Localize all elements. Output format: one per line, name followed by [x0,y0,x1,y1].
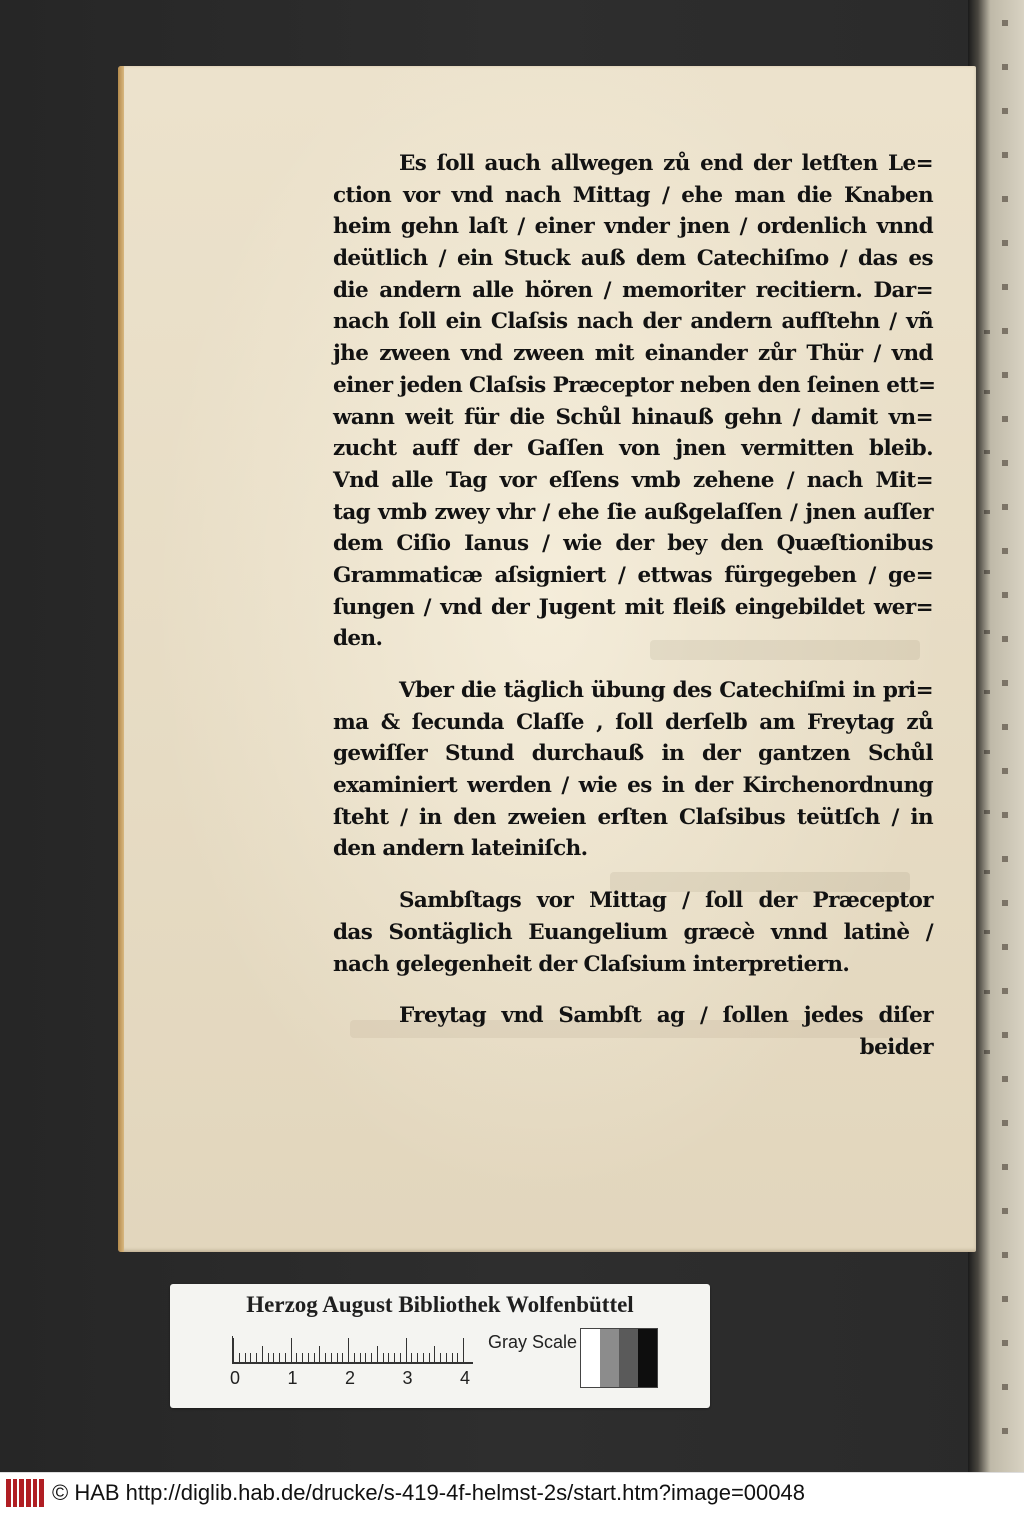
ruler-tick [314,1353,315,1364]
ruler-tick [239,1353,240,1364]
catchword: beider [859,1034,933,1060]
ruler-tick [245,1353,246,1364]
text-line: das Sontäglich Euangelium græcè vnnd latinè / [333,919,933,945]
ruler-tick [348,1338,349,1364]
ruler-tick [319,1346,320,1364]
ruler-tick [291,1338,292,1364]
ruler-tick [354,1353,355,1364]
gray-scale-label: Gray Scale [488,1332,578,1352]
ruler-tick [285,1353,286,1364]
ruler-tick [446,1353,447,1364]
gray-scale-swatch [619,1329,638,1387]
text-line: Grammaticæ aſsigniert / ettwas fürgegeben / ge= [333,562,933,588]
ruler-tick [463,1338,464,1364]
ruler-tick [296,1353,297,1364]
ruler-tick [394,1353,395,1364]
ruler-tick [400,1353,401,1364]
ruler-tick [417,1353,418,1364]
centimeter-ruler [232,1336,473,1364]
ruler-tick [302,1353,303,1364]
ruler-tick [256,1353,257,1364]
text-line: die andern alle hören / memoriter recitiern. Dar= [333,277,933,303]
ruler-tick [342,1353,343,1364]
footer-copyright-url[interactable]: © HAB http://diglib.hab.de/drucke/s-419-4f-helmst-2s/start.htm?image=00048 [52,1480,805,1505]
gray-scale-swatch [581,1329,600,1387]
ruler-tick [423,1353,424,1364]
text-line: Vnd alle Tag vor eſſens vmb zehene / nach Mit= [333,467,933,493]
text-line: wann weit für die Schůl hinauß gehn / damit vn= [333,404,933,430]
ruler-tick [411,1353,412,1364]
ruler-tick [250,1353,251,1364]
text-line: ction vor vnd nach Mittag / ehe man die Knaben [333,182,933,208]
ruler-tick [434,1346,435,1364]
text-line: nach ſoll ein Claſsis nach der andern aufſtehn / vñ [333,309,933,335]
ruler-tick [325,1353,326,1364]
library-name: Herzog August Bibliothek Wolfenbüttel [246,1292,634,1317]
ruler-number: 0 [230,1368,241,1388]
text-line: den andern lateiniſch. [333,836,588,862]
ruler-tick [262,1346,263,1364]
text-line: Es ſoll auch allwegen zů end der letſten Le= [399,151,933,176]
ruler-tick [371,1353,372,1364]
ruler-tick [452,1353,453,1364]
text-line: zucht auff der Gaſſen von jnen vermitten bleib. [333,436,933,462]
text-line: jhe zween vnd zween mit einander zůr Thür / vnd [333,341,933,367]
text-line: examiniert werden / wie es in der Kirchenordnung [333,773,933,799]
adjacent-page-edge [968,0,1024,1472]
ruler-tick [233,1338,234,1364]
text-line: gewiſſer Stund durchauß in der gantzen Schůl [333,741,933,767]
text-line: ſteht / in den zweien erſten Claſsibus teütſch / in [333,804,933,830]
ruler-tick [429,1353,430,1364]
text-line: Freytag vnd Sambſt ag / ſollen jedes diſer [399,1003,933,1029]
ruler-tick [365,1353,366,1364]
ruler-number: 3 [402,1368,413,1388]
page-text [333,148,936,1064]
ruler-tick [273,1353,274,1364]
ruler-tick [383,1353,384,1364]
paragraph-gap [333,865,933,885]
ruler-tick [360,1353,361,1364]
ruler-number: 1 [287,1368,298,1388]
paragraph-gap [333,655,933,675]
ruler-tick [388,1353,389,1364]
text-line: dem Ciſio Ianus / wie der bey den Quæſtionibus [333,531,933,557]
text-line: den. [333,626,383,652]
gray-scale-chart [580,1328,658,1388]
ruler-tick [457,1353,458,1364]
text-line: Sambſtags vor Mittag / ſoll der Præceptor [399,888,933,914]
ruler-tick [337,1353,338,1364]
gray-scale-swatch [600,1329,619,1387]
page-gutter-edge [118,66,124,1252]
adjacent-page-text-bleed [1002,0,1008,1472]
gray-scale-swatch [638,1329,657,1387]
ruler-number: 4 [460,1368,471,1388]
ruler-tick [279,1353,280,1364]
ruler-tick [308,1353,309,1364]
ruler-tick [406,1338,407,1364]
text-line: Vber die täglich übung des Catechiſmi in pri= [399,678,933,703]
text-line: tag vmb zwey vhr / ehe ſie außgelaſſen / jnen auſſer [333,499,933,525]
reference-card [170,1284,710,1408]
ruler-tick [331,1353,332,1364]
ruler-tick [377,1346,378,1364]
adjacent-page-text-bleed [984,300,990,1100]
ruler-number: 2 [345,1368,356,1388]
text-line: heim gehn laſt / einer vnder jnen / ordenlich vnnd [333,214,933,240]
paragraph-gap [333,980,933,1000]
text-line: ſungen / vnd der Jugent mit fleiß eingebildet wer= [333,594,933,620]
text-line: deütlich / ein Stuck auß dem Catechiſmo / das es [333,246,933,272]
text-line: einer jeden Claſsis Præceptor neben den ſeinen ett= [333,372,936,398]
text-line: nach gelegenheit der Claſsium interpretiern. [333,951,850,977]
hab-logo-icon [6,1479,44,1507]
ruler-tick [268,1353,269,1364]
footer-bar [0,1472,1024,1513]
text-line: ma & ſecunda Claſſe , ſoll derſelb am Freytag zů [333,709,933,735]
ruler-tick [440,1353,441,1364]
